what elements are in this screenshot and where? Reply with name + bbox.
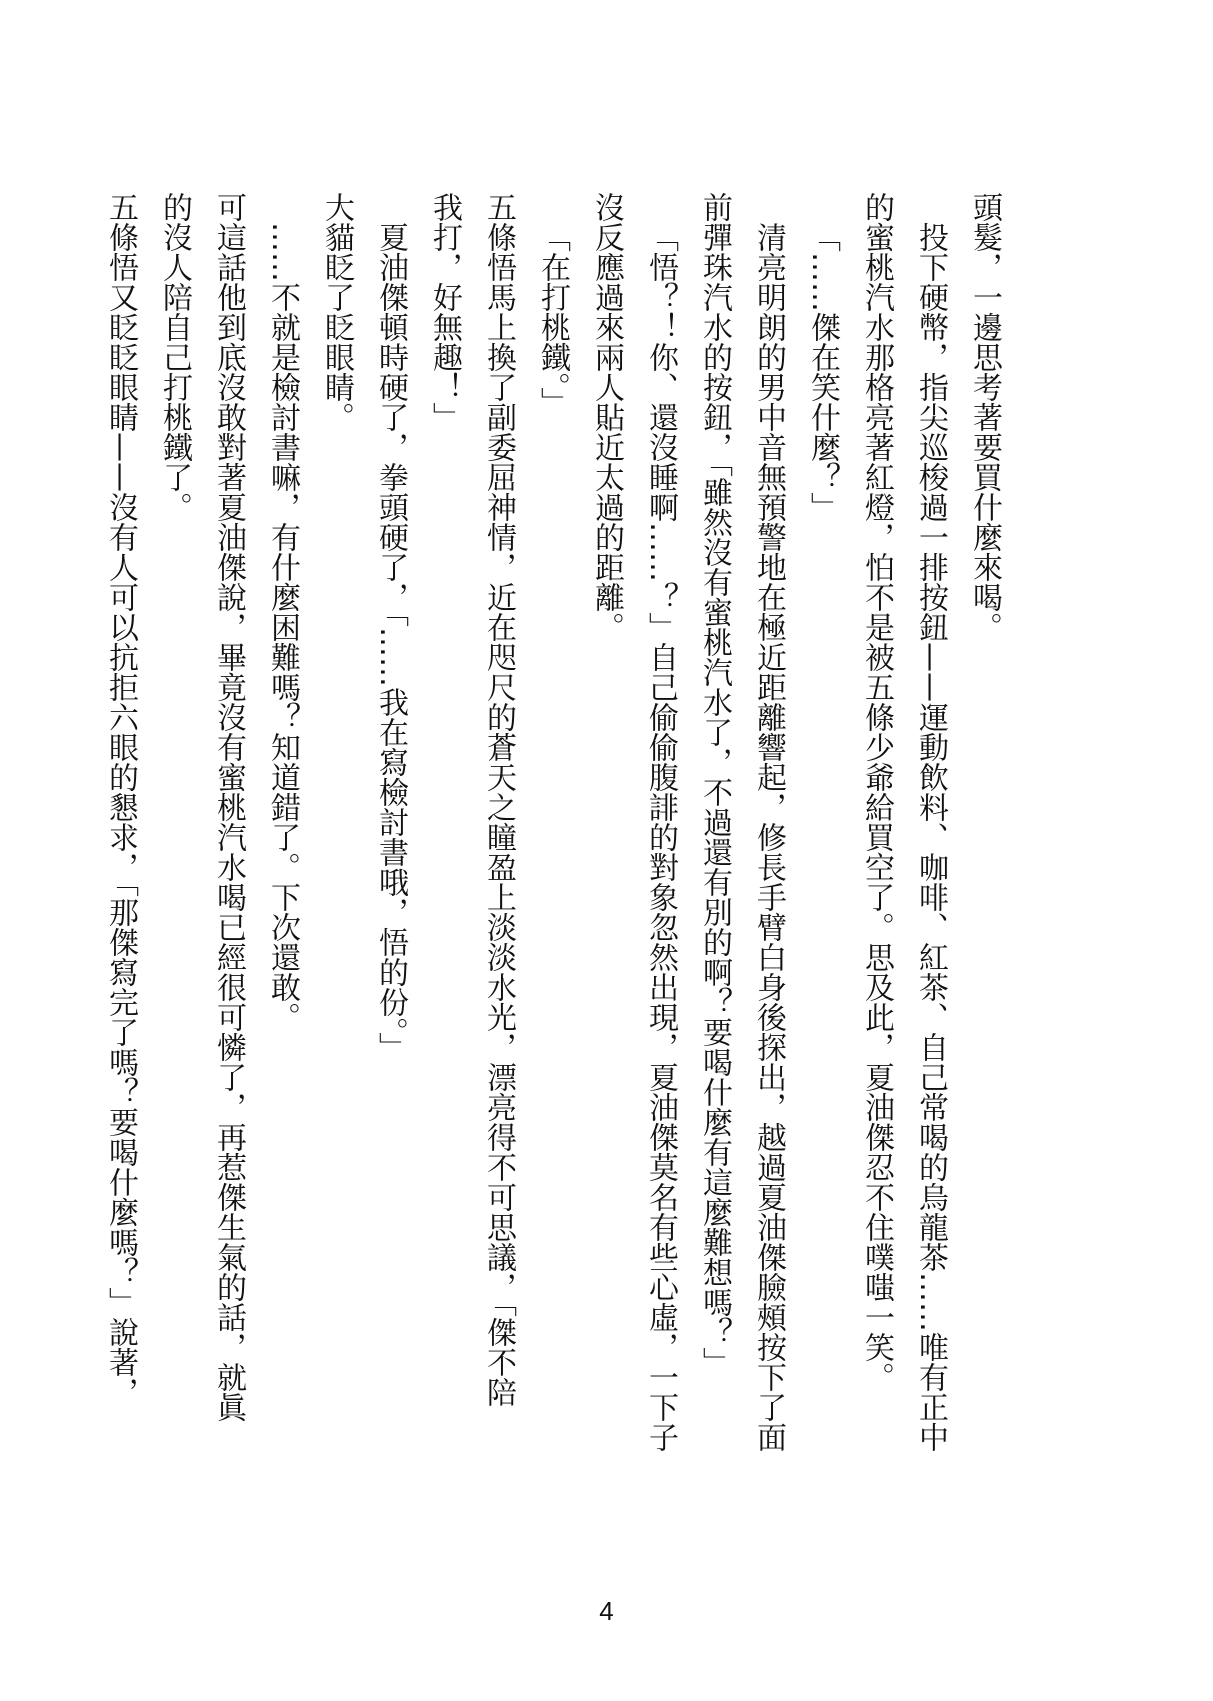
paragraph-12: 夏油傑頓時硬了，拳頭硬了，「……我在寫檢討書哦，悟的份。」 [373,222,408,1062]
paragraph-15: 可這話他到底沒敢對著夏油傑說，畢竟沒有蜜桃汽水喝已經很可憐了，再惹傑生氣的話，就眞 [211,192,246,1422]
paragraph-8: 沒反應過來兩人貼近太過的距離。 [589,192,624,642]
paragraph-7: 「悟？！你、還沒睡啊……？」自己偷偷腹誹的對象忽然出現，夏油傑莫名有些心虛，一下子 [643,222,678,1452]
paragraph-4: 「……傑在笑什麼？」 [805,222,840,522]
paragraph-11: 我打，好無趣！」 [427,192,462,432]
paragraph-1: 頭髮，一邊思考著要買什麼來喝。 [967,192,1002,642]
paragraph-2: 投下硬幣，指尖巡梭過一排按鈕——運動飲料、咖啡、紅茶、自己常喝的烏龍茶……唯有正中 [913,222,948,1452]
paragraph-9: 「在打桃鐵。」 [535,222,570,417]
paragraph-13: 大貓眨了眨眼睛。 [319,192,354,432]
paragraph-5: 清亮明朗的男中音無預警地在極近距離響起，修長手臂白身後探出，越過夏油傑臉頰按下了面 [751,222,786,1452]
paragraph-6: 前彈珠汽水的按鈕，「雖然沒有蜜桃汽水了，不過還有別的啊？要喝什麼有這麼難想嗎？」 [697,192,732,1377]
vertical-text-block [103,192,1011,1522]
page-number: 4 [599,1596,614,1626]
paragraph-16: 的沒人陪自己打桃鐵了。 [157,192,192,522]
paragraph-14: ……不就是檢討書嘛，有什麼困難嗎？知道錯了。下次還敢。 [265,222,300,1032]
paragraph-10: 五條悟馬上換了副委屈神情，近在咫尺的蒼天之瞳盈上淡淡水光，漂亮得不可思議，「傑不陪 [481,192,516,1407]
paragraph-3: 的蜜桃汽水那格亮著紅燈，怕不是被五條少爺給買空了。思及此，夏油傑忍不住噗嗤一笑。 [859,192,894,1392]
paragraph-17: 五條悟又眨眨眼睛——沒有人可以抗拒六眼的懇求，「那傑寫完了嗎？要喝什麼嗎？」說著， [103,192,138,1407]
